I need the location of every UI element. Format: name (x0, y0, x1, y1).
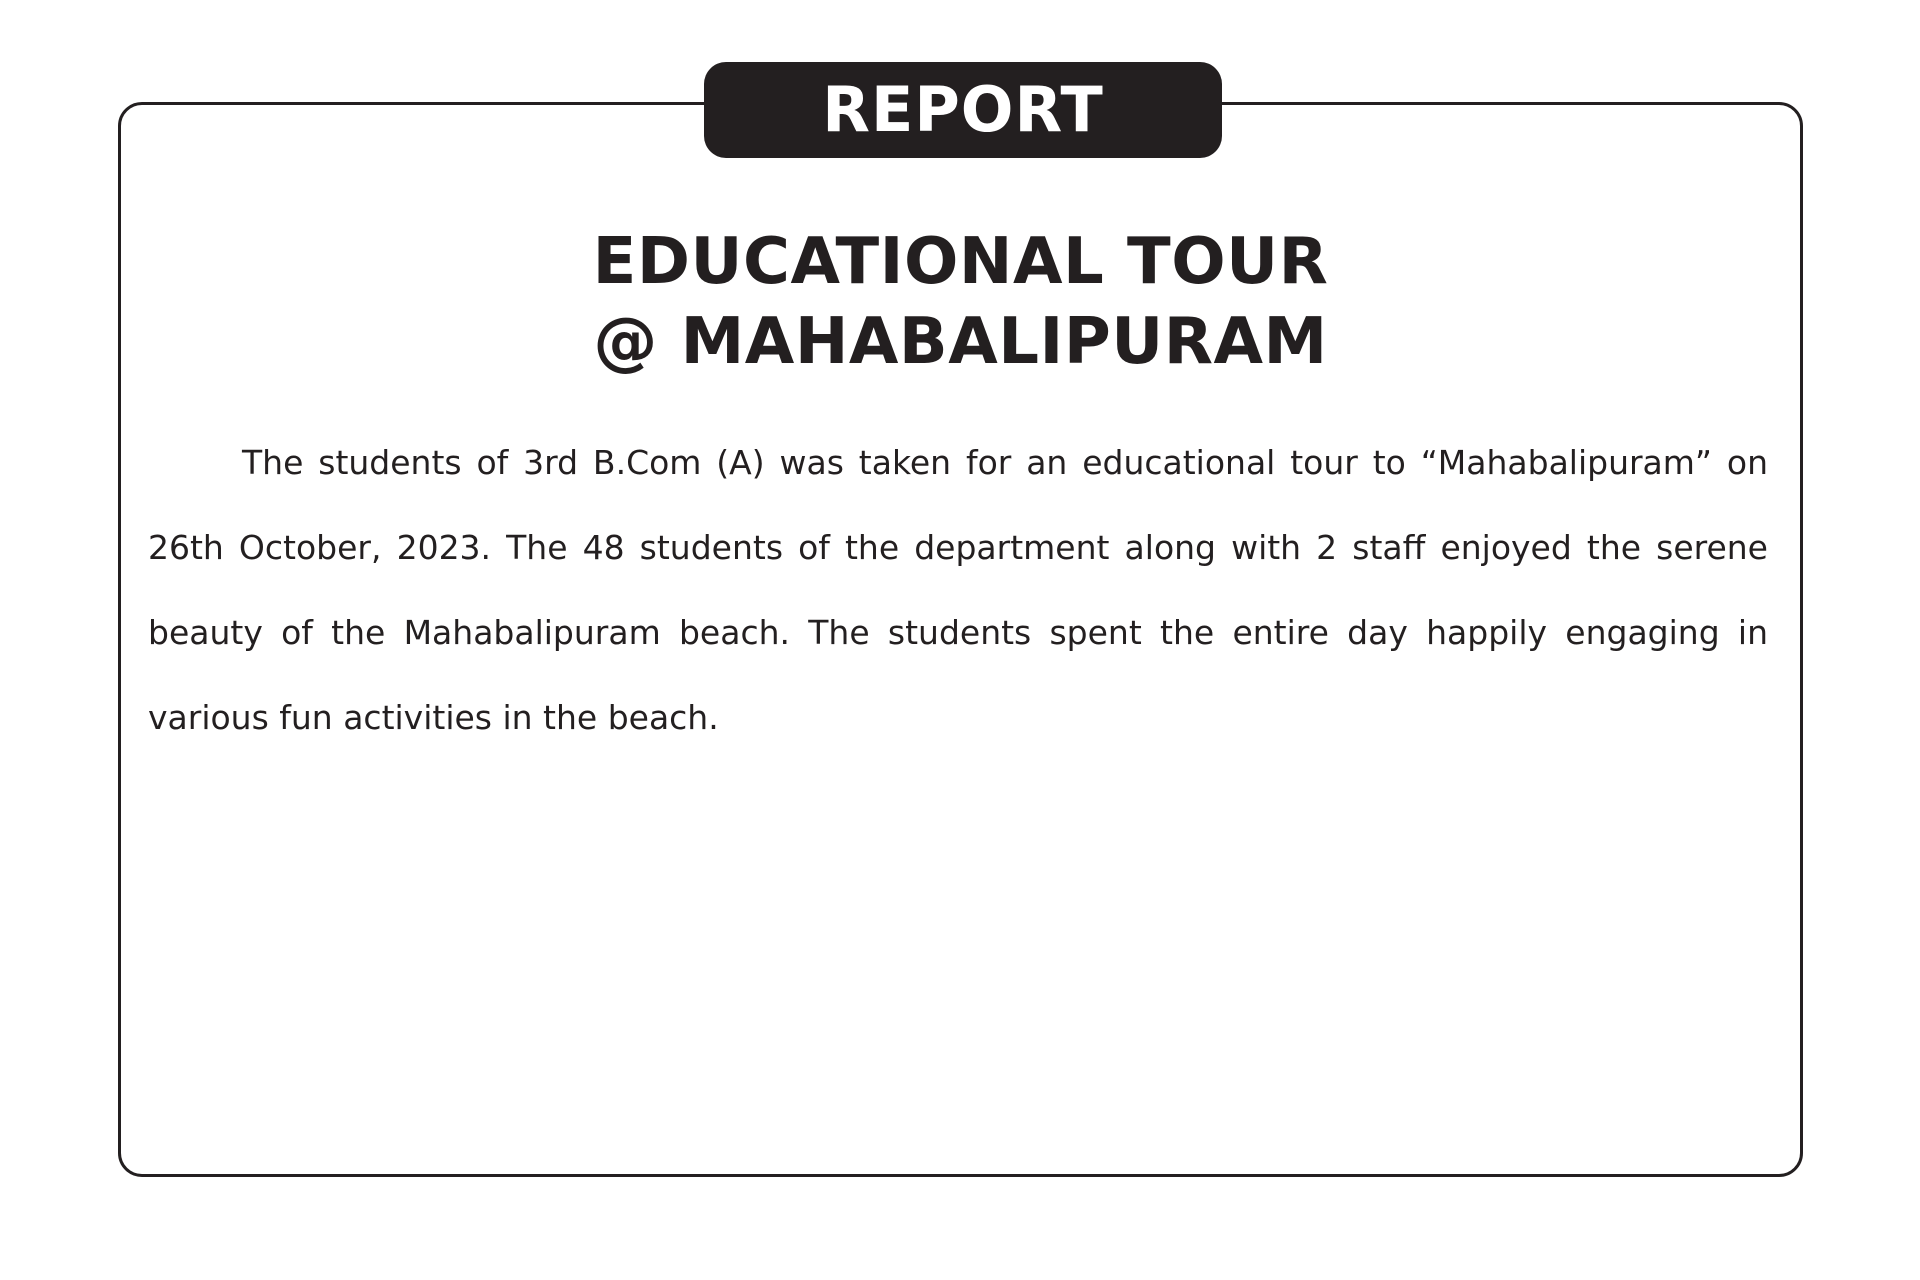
report-tab-label: REPORT (822, 73, 1104, 146)
report-title-line-2: @ MAHABALIPURAM (593, 305, 1328, 379)
report-title-line-1: EDUCATIONAL TOUR (592, 225, 1329, 299)
report-title (118, 222, 1803, 382)
report-body-paragraph: The students of 3rd B.Com (A) was taken for an educational tour to “Mahabalipuram” on 26th October, 2023. The 48 students of the department along with 2 staff enjoyed the serene beauty of the Mahabalipuram beach. The students spent the entire day happily engaging in various fun activities in the beach. (148, 443, 1768, 737)
report-tab (704, 62, 1222, 158)
